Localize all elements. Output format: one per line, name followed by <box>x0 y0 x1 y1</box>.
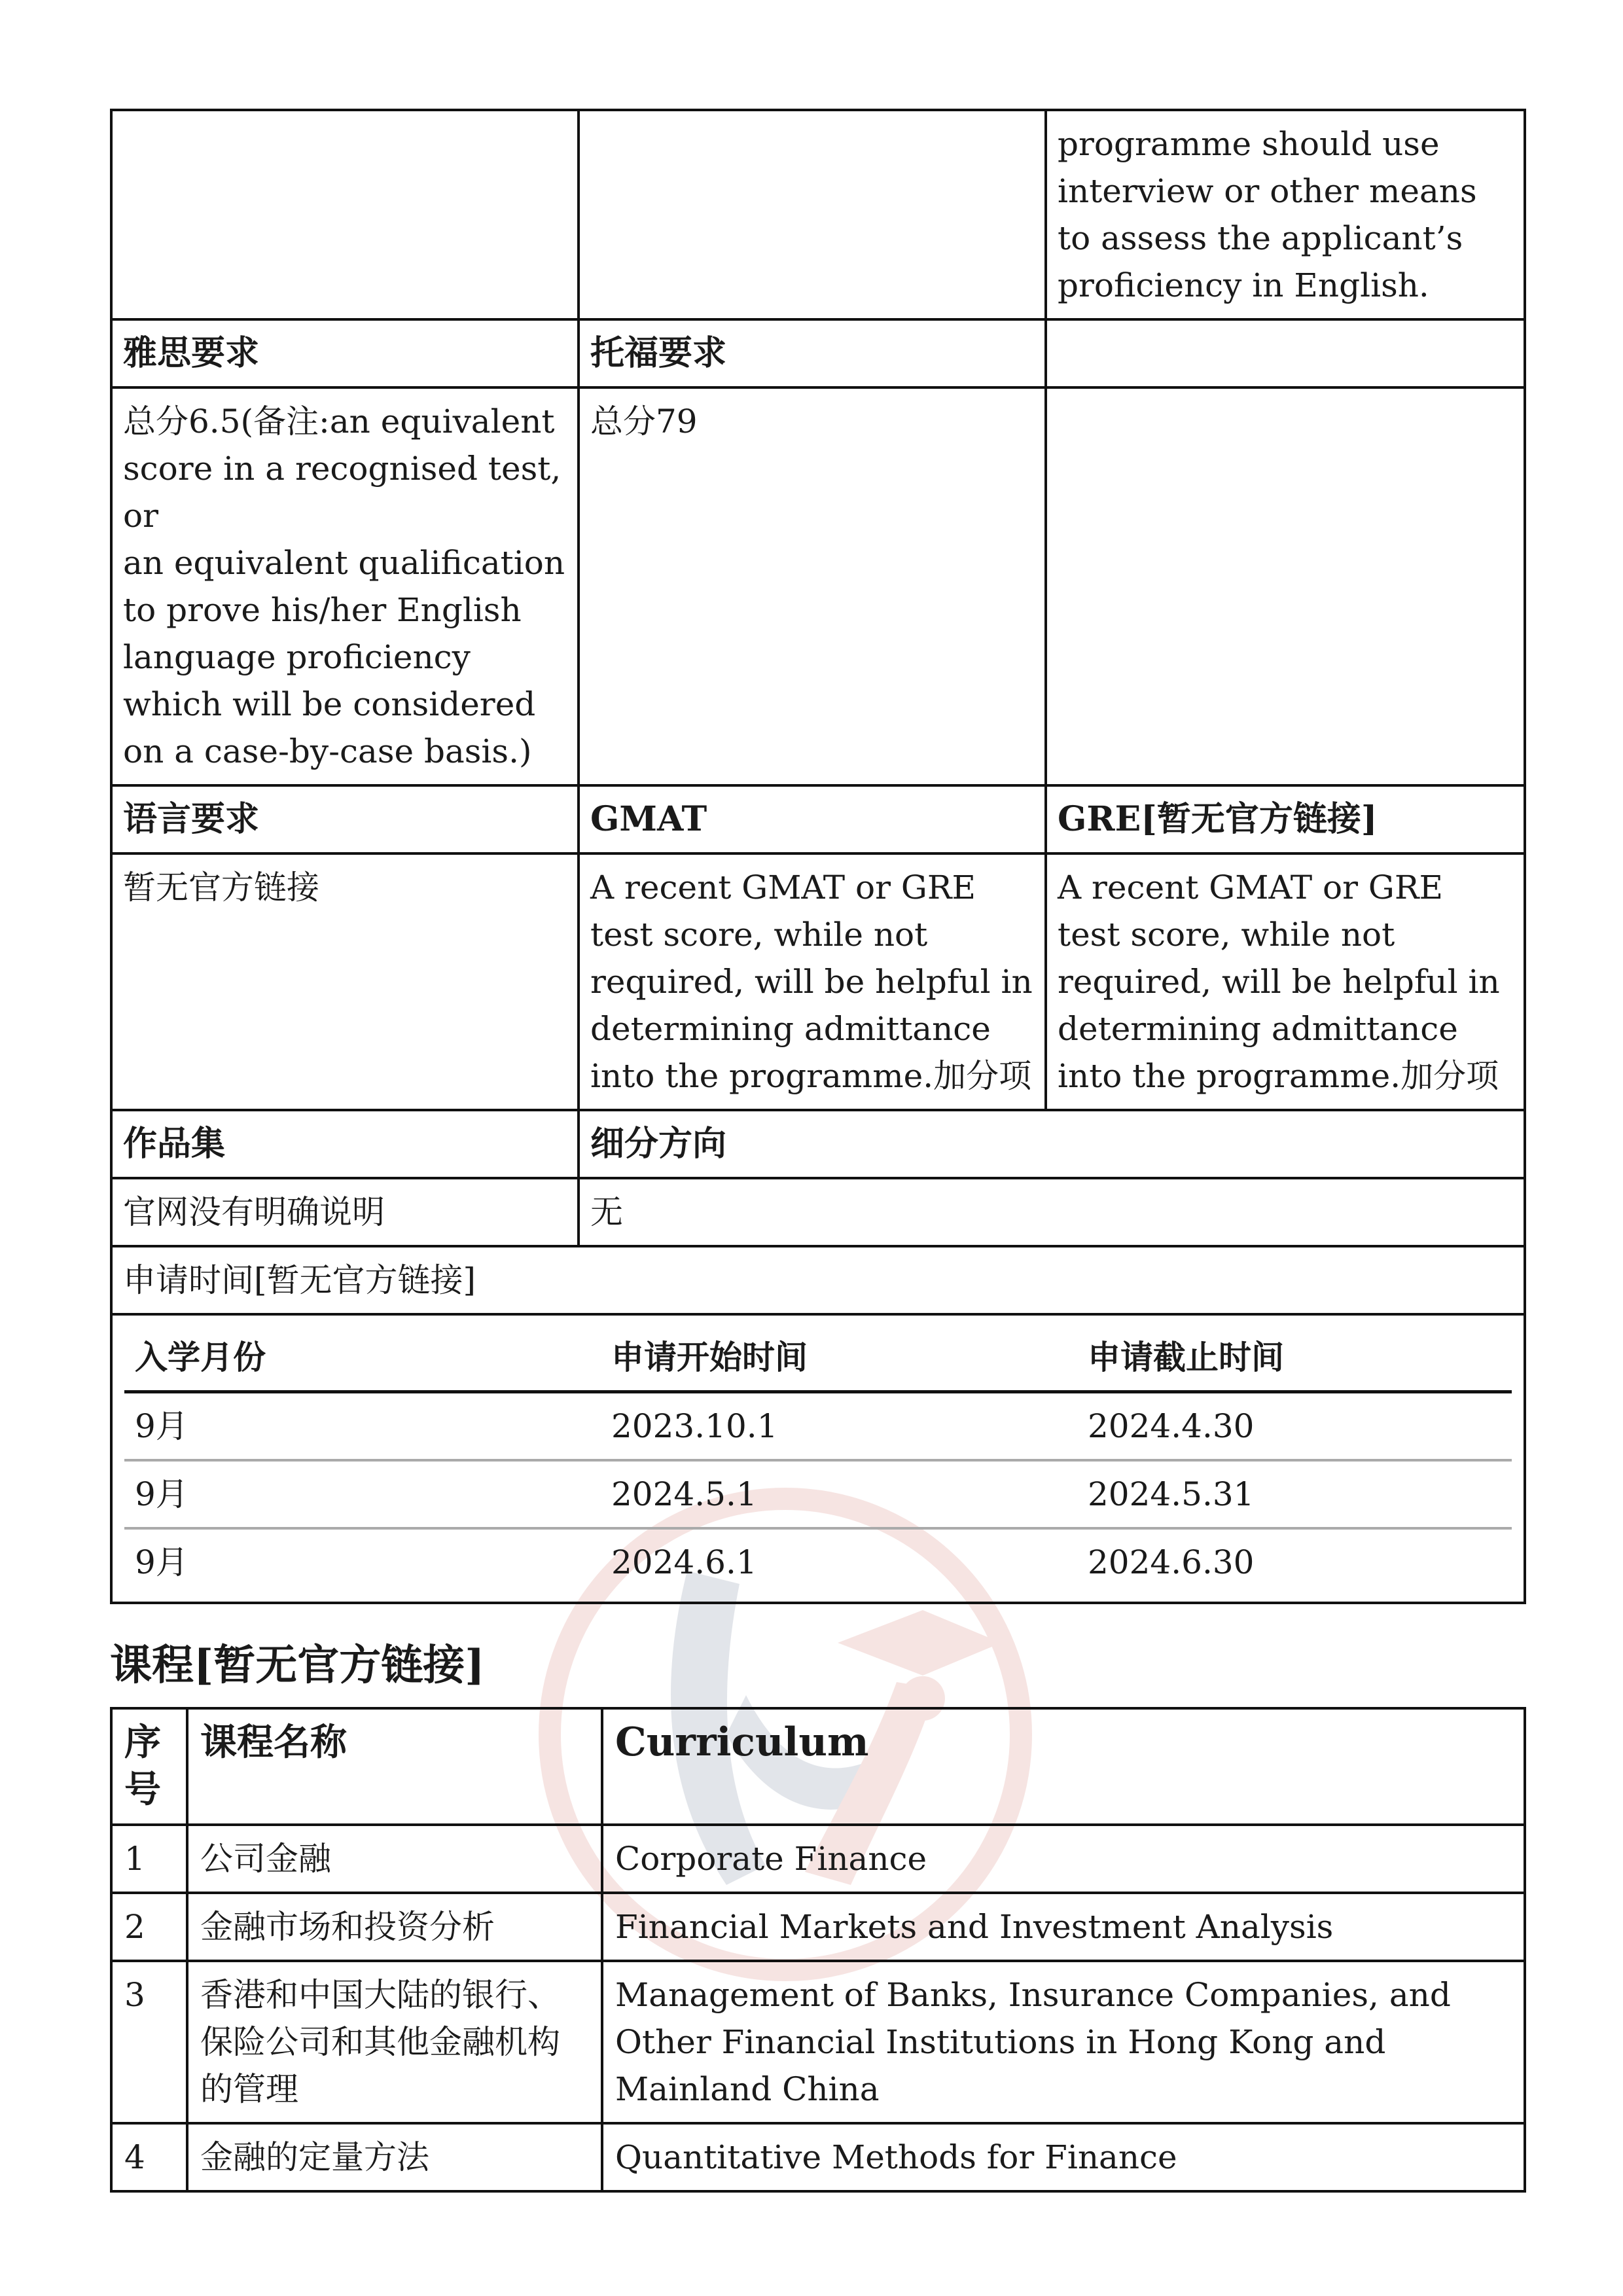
curriculum-section-title: 课程[暂无官方链接] <box>110 1641 485 1690</box>
application-time-label-row <box>111 1246 1525 1314</box>
top-row-cell-2 <box>579 110 1046 319</box>
course-index: 3 <box>111 1961 187 2123</box>
dates-header-row <box>124 1325 1512 1392</box>
gmat-label: GMAT <box>579 785 1046 853</box>
dates-deadline: 2024.5.31 <box>1077 1460 1512 1528</box>
course-name-en: Corporate Finance <box>602 1825 1525 1893</box>
language-label: 语言要求 <box>111 785 579 853</box>
dates-start: 2023.10.1 <box>601 1392 1077 1461</box>
empty-header-cell <box>1046 319 1525 387</box>
application-time-cell <box>111 1314 1525 1603</box>
course-name-cn: 金融市场和投资分析 <box>187 1893 602 1961</box>
course-name-en: Management of Banks, Insurance Companies, and Other Financial Institutions in Hong Kong and Mainland China <box>602 1961 1525 2123</box>
top-continuation-row <box>111 110 1525 319</box>
dates-header-month: 入学月份 <box>124 1325 601 1392</box>
application-time-label: 申请时间[暂无官方链接] <box>111 1246 1525 1314</box>
curriculum-header-row <box>111 1708 1525 1825</box>
dates-start: 2024.5.1 <box>601 1460 1077 1528</box>
dates-deadline: 2024.6.30 <box>1088 1543 1255 1581</box>
language-gmat-gre-value-row <box>111 853 1525 1110</box>
language-gmat-gre-header-row <box>111 785 1525 853</box>
dates-header-start: 申请开始时间 <box>601 1325 1077 1392</box>
course-name-cn: 香港和中国大陆的银行、保险公司和其他金融机构的管理 <box>187 1961 602 2123</box>
direction-label: 细分方向 <box>579 1110 1525 1178</box>
gmat-value: A recent GMAT or GRE test score, while not required, will be helpful in determining admittance into the programme.加分项 <box>579 853 1046 1110</box>
direction-value: 无 <box>579 1178 1525 1246</box>
course-name-en: Financial Markets and Investment Analysis <box>602 1893 1525 1961</box>
gre-value: A recent GMAT or GRE test score, while not required, will be helpful in determining admittance into the programme.加分项 <box>1046 853 1525 1110</box>
ielts-value: 总分6.5(备注:an equivalent score in a recognised test, or an equivalent qualification to prove his/her English language proficiency which will be considered on a case-by-case basis.) <box>111 387 579 785</box>
ielts-label: 雅思要求 <box>111 319 579 387</box>
ielts-toefl-value-row <box>111 387 1525 785</box>
ielts-toefl-header-row <box>111 319 1525 387</box>
toefl-label: 托福要求 <box>579 319 1046 387</box>
gre-label: GRE[暂无官方链接] <box>1046 785 1525 853</box>
dates-month: 9月 <box>124 1392 601 1461</box>
requirements-table <box>110 109 1526 1604</box>
header-index: 序号 <box>111 1708 187 1825</box>
top-row-cell-1 <box>111 110 579 319</box>
dates-row <box>124 1392 1512 1461</box>
curriculum-table <box>110 1707 1526 2193</box>
course-name-en: Quantitative Methods for Finance <box>602 2123 1525 2191</box>
top-row-cell-3: programme should use interview or other means to assess the applicant’s proficiency in English. <box>1046 110 1525 319</box>
header-curriculum: Curriculum <box>602 1708 1525 1825</box>
application-dates-table <box>124 1325 1512 1595</box>
dates-row <box>124 1528 1512 1595</box>
language-value: 暂无官方链接 <box>111 853 579 1110</box>
portfolio-direction-header-row <box>111 1110 1525 1178</box>
course-row <box>111 2123 1525 2191</box>
course-row <box>111 1825 1525 1893</box>
dates-month: 9月 <box>135 1543 188 1581</box>
portfolio-label: 作品集 <box>111 1110 579 1178</box>
application-time-row <box>111 1314 1525 1603</box>
course-index: 4 <box>111 2123 187 2191</box>
header-course-name: 课程名称 <box>187 1708 602 1825</box>
dates-month: 9月 <box>124 1460 601 1528</box>
dates-deadline: 2024.4.30 <box>1077 1392 1512 1461</box>
toefl-value: 总分79 <box>579 387 1046 785</box>
course-name-cn: 金融的定量方法 <box>187 2123 602 2191</box>
course-name-cn: 公司金融 <box>187 1825 602 1893</box>
course-row <box>111 1893 1525 1961</box>
dates-row <box>124 1460 1512 1528</box>
course-index: 1 <box>111 1825 187 1893</box>
dates-start: 2024.6.1 <box>611 1543 757 1581</box>
portfolio-value: 官网没有明确说明 <box>111 1178 579 1246</box>
dates-header-deadline: 申请截止时间 <box>1077 1325 1512 1392</box>
course-index: 2 <box>111 1893 187 1961</box>
course-row <box>111 1961 1525 2123</box>
portfolio-direction-value-row <box>111 1178 1525 1246</box>
empty-value-cell <box>1046 387 1525 785</box>
